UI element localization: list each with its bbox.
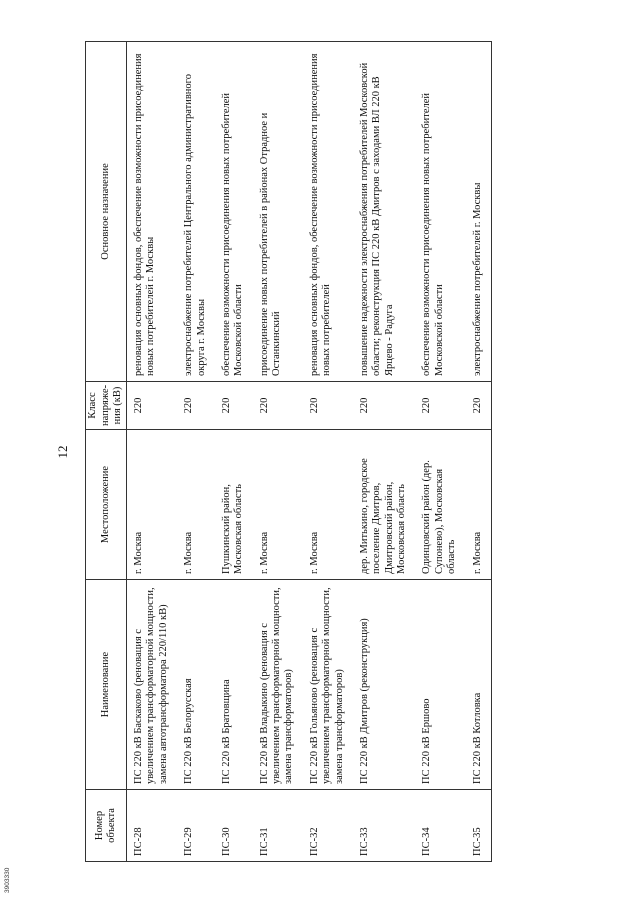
cell-purpose: присоединение новых потребителей в районах Отрадное и Останкинский	[253, 42, 303, 382]
cell-name: ПС 220 кВ Баскаково (реновация с увеличением трансформаторной мощности, замена автотрансформатора 220/110 кВ)	[127, 580, 178, 790]
cell-voltage: 220	[127, 382, 178, 430]
cell-purpose: реновация основных фондов, обеспечение возможности присоединения новых потребителей г. Москвы	[127, 42, 178, 382]
cell-name: ПС 220 кВ Белорусская	[177, 580, 215, 790]
cell-purpose: обеспечение возможности присоединения новых потребителей Московской области	[415, 42, 465, 382]
cell-purpose: электроснабжение потребителей г. Москвы	[466, 42, 492, 382]
cell-voltage: 220	[466, 382, 492, 430]
cell-name: ПС 220 кВ Дмитров (реконструкция)	[353, 580, 416, 790]
cell-number: ПС-35	[466, 790, 492, 862]
cell-location: Пушкинский район, Московская область	[215, 430, 253, 580]
cell-location: дер. Митькино, городское поселение Дмитров, Дмитровский район, Московская область	[353, 430, 416, 580]
cell-purpose: реновация основных фондов, обеспечение возможности присоединения новых потребителей	[303, 42, 353, 382]
table-row	[177, 42, 215, 862]
cell-location: г. Москва	[127, 430, 178, 580]
cell-number: ПС-29	[177, 790, 215, 862]
cell-name: ПС 220 кВ Котловка	[466, 580, 492, 790]
table-row	[253, 42, 303, 862]
table-header	[86, 42, 127, 862]
table-row	[215, 42, 253, 862]
cell-name: ПС 220 кВ Ершово	[415, 580, 465, 790]
cell-number: ПС-30	[215, 790, 253, 862]
table-row	[127, 42, 178, 862]
cell-number: ПС-28	[127, 790, 178, 862]
cell-voltage: 220	[415, 382, 465, 430]
table-body	[127, 42, 492, 862]
cell-purpose: электроснабжение потребителей Центрального административного округа г. Москвы	[177, 42, 215, 382]
table-row	[466, 42, 492, 862]
cell-number: ПС-34	[415, 790, 465, 862]
cell-location: г. Москва	[466, 430, 492, 580]
cell-purpose: обеспечение возможности присоединения новых потребителей Московской области	[215, 42, 253, 382]
table-row	[303, 42, 353, 862]
footer-code-text: 3903330	[4, 867, 11, 893]
page-number: 12	[55, 445, 70, 459]
cell-location: Одинцовский район (дер. Супонево), Московская область	[415, 430, 465, 580]
cell-number: ПС-33	[353, 790, 416, 862]
header-voltage: Класс напряже-ния (кВ)	[86, 382, 127, 430]
cell-name: ПС 220 кВ Братовщина	[215, 580, 253, 790]
footer-code	[4, 855, 34, 895]
cell-name: ПС 220 кВ Владыкино (реновация с увеличением трансформаторной мощности, замена трансформаторов)	[253, 580, 303, 790]
objects-table	[85, 41, 492, 862]
cell-voltage: 220	[177, 382, 215, 430]
cell-voltage: 220	[303, 382, 353, 430]
cell-number: ПС-31	[253, 790, 303, 862]
cell-voltage: 220	[215, 382, 253, 430]
header-number: Номер объекта	[86, 790, 127, 862]
header-purpose: Основное назначение	[86, 42, 127, 382]
cell-voltage: 220	[253, 382, 303, 430]
header-name: Наименование	[86, 580, 127, 790]
table-row	[353, 42, 416, 862]
cell-voltage: 220	[353, 382, 416, 430]
cell-location: г. Москва	[253, 430, 303, 580]
cell-number: ПС-32	[303, 790, 353, 862]
header-location: Местоположение	[86, 430, 127, 580]
cell-purpose: повышение надежности электроснабжения потребителей Московской области; реконструкция ПС 220 кВ Дмитров с заходами ВЛ 220 кВ Ярцево - Радуга	[353, 42, 416, 382]
cell-name: ПС 220 кВ Гольяново (реновация с увеличением трансформаторной мощности, замена трансформаторов)	[303, 580, 353, 790]
table-row	[415, 42, 465, 862]
cell-location: г. Москва	[303, 430, 353, 580]
header-row	[86, 42, 127, 862]
rotated-content	[55, 42, 585, 862]
cell-location: г. Москва	[177, 430, 215, 580]
